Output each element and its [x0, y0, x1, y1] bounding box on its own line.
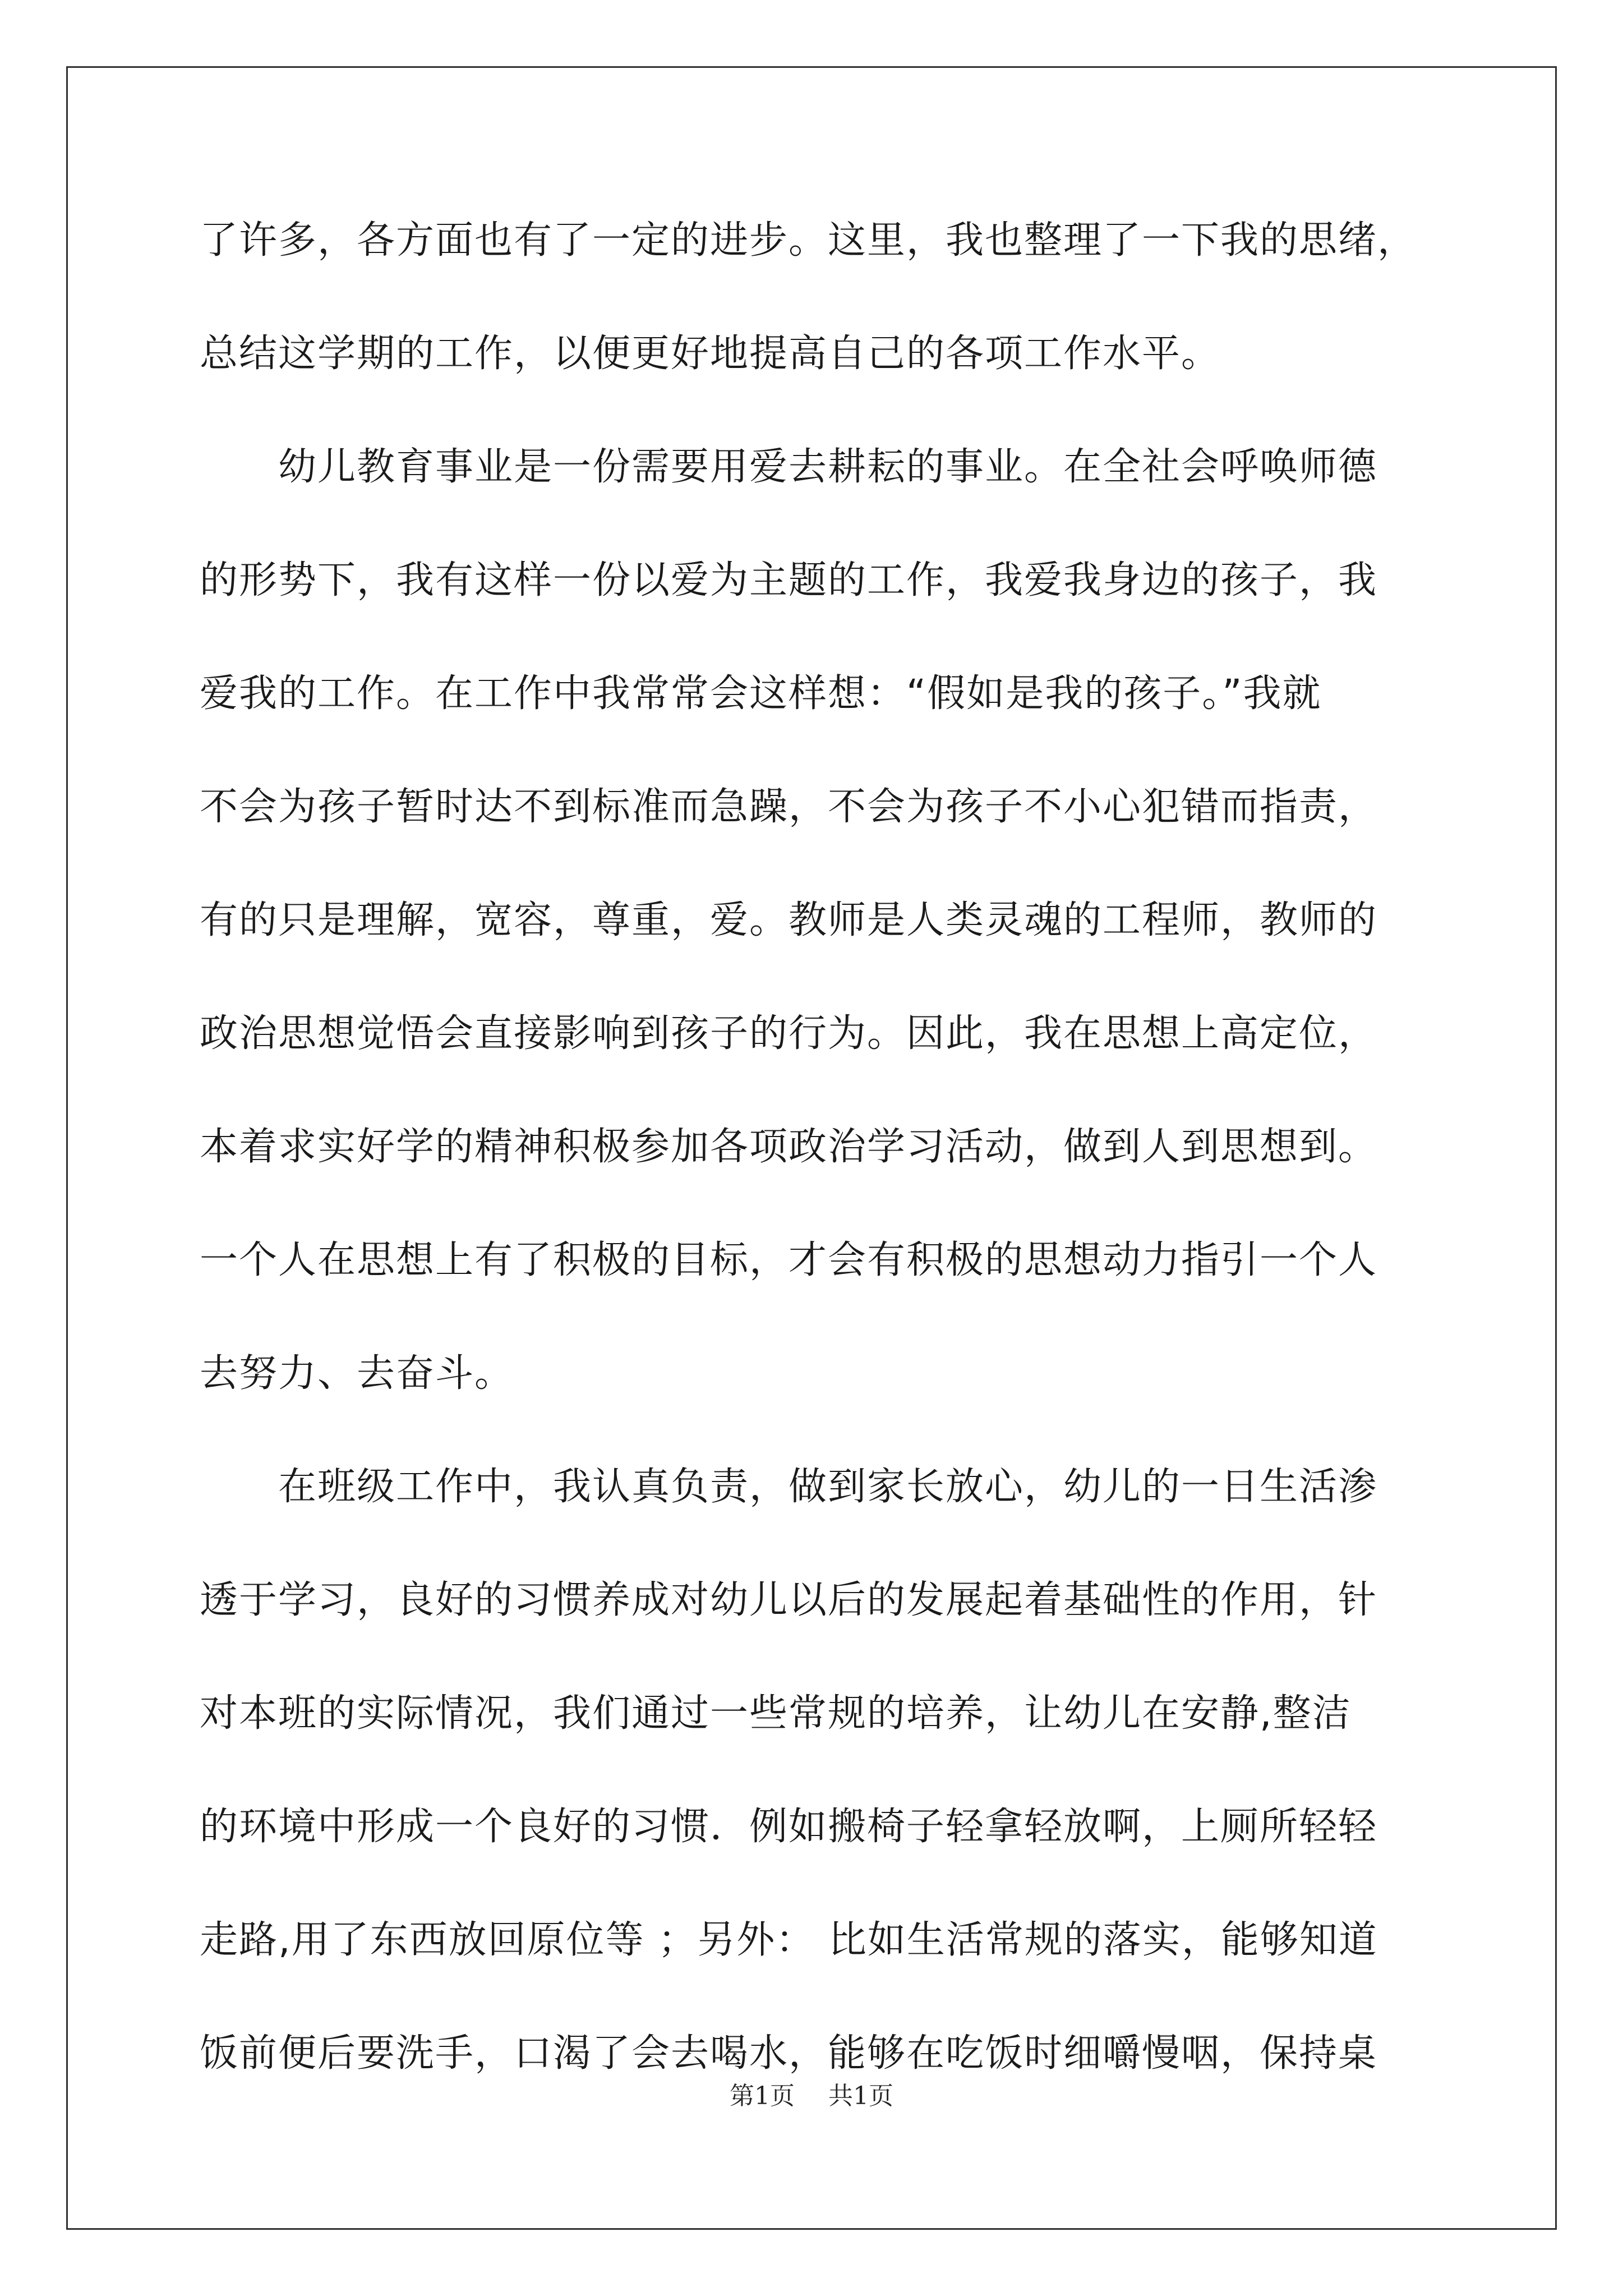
text-line: 在班级工作中，我认真负责，做到家长放心，幼儿的一日生活渗: [200, 1465, 1378, 1509]
text-line: 一个人在思想上有了积极的目标，才会有积极的思想动力指引一个人: [200, 1238, 1378, 1282]
page-footer: [0, 2076, 1623, 2111]
text-line: 走路,用了东西放回原位等 ；另外： 比如生活常规的落实，能够知道: [200, 1918, 1378, 1962]
text-line: 有的只是理解，宽容，尊重，爱。教师是人类灵魂的工程师，教师的: [200, 898, 1378, 942]
text-line: 幼儿教育事业是一份需要用爱去耕耘的事业。在全社会呼唤师德: [200, 445, 1378, 489]
text-line: 不会为孩子暂时达不到标准而急躁，不会为孩子不小心犯错而指责，: [200, 785, 1378, 829]
text-line: 政治思想觉悟会直接影响到孩子的行为。因此，我在思想上高定位，: [200, 1011, 1378, 1056]
text-line: 饭前便后要洗手，口渴了会去喝水，能够在吃饭时细嚼慢咽，保持桌: [200, 2031, 1378, 2076]
text-line: 透于学习，良好的习惯养成对幼儿以后的发展起着基础性的作用，针: [200, 1578, 1378, 1622]
text-line: 对本班的实际情况，我们通过一些常规的培养，让幼儿在安静,整洁: [200, 1691, 1352, 1736]
text-line: 的形势下，我有这样一份以爱为主题的工作，我爱我身边的孩子，我: [200, 558, 1378, 602]
text-line: 了许多，各方面也有了一定的进步。这里，我也整理了一下我的思绪，: [200, 218, 1417, 263]
page-number: 第1页: [730, 2082, 795, 2110]
document-body: [200, 184, 1422, 2110]
text-line: 总结这学期的工作，以便更好地提高自己的各项工作水平。: [200, 332, 1221, 376]
text-line: 的环境中形成一个良好的习惯．例如搬椅子轻拿轻放啊，上厕所轻轻: [200, 1805, 1378, 1849]
text-line: 爱我的工作。在工作中我常常会这样想：“假如是我的孩子。”我就: [200, 671, 1322, 716]
page-total: 共1页: [828, 2082, 893, 2110]
text-line: 去努力、去奋斗。: [200, 1351, 514, 1396]
text-line: 本着求实好学的精神积极参加各项政治学习活动，做到人到思想到。: [200, 1125, 1378, 1169]
